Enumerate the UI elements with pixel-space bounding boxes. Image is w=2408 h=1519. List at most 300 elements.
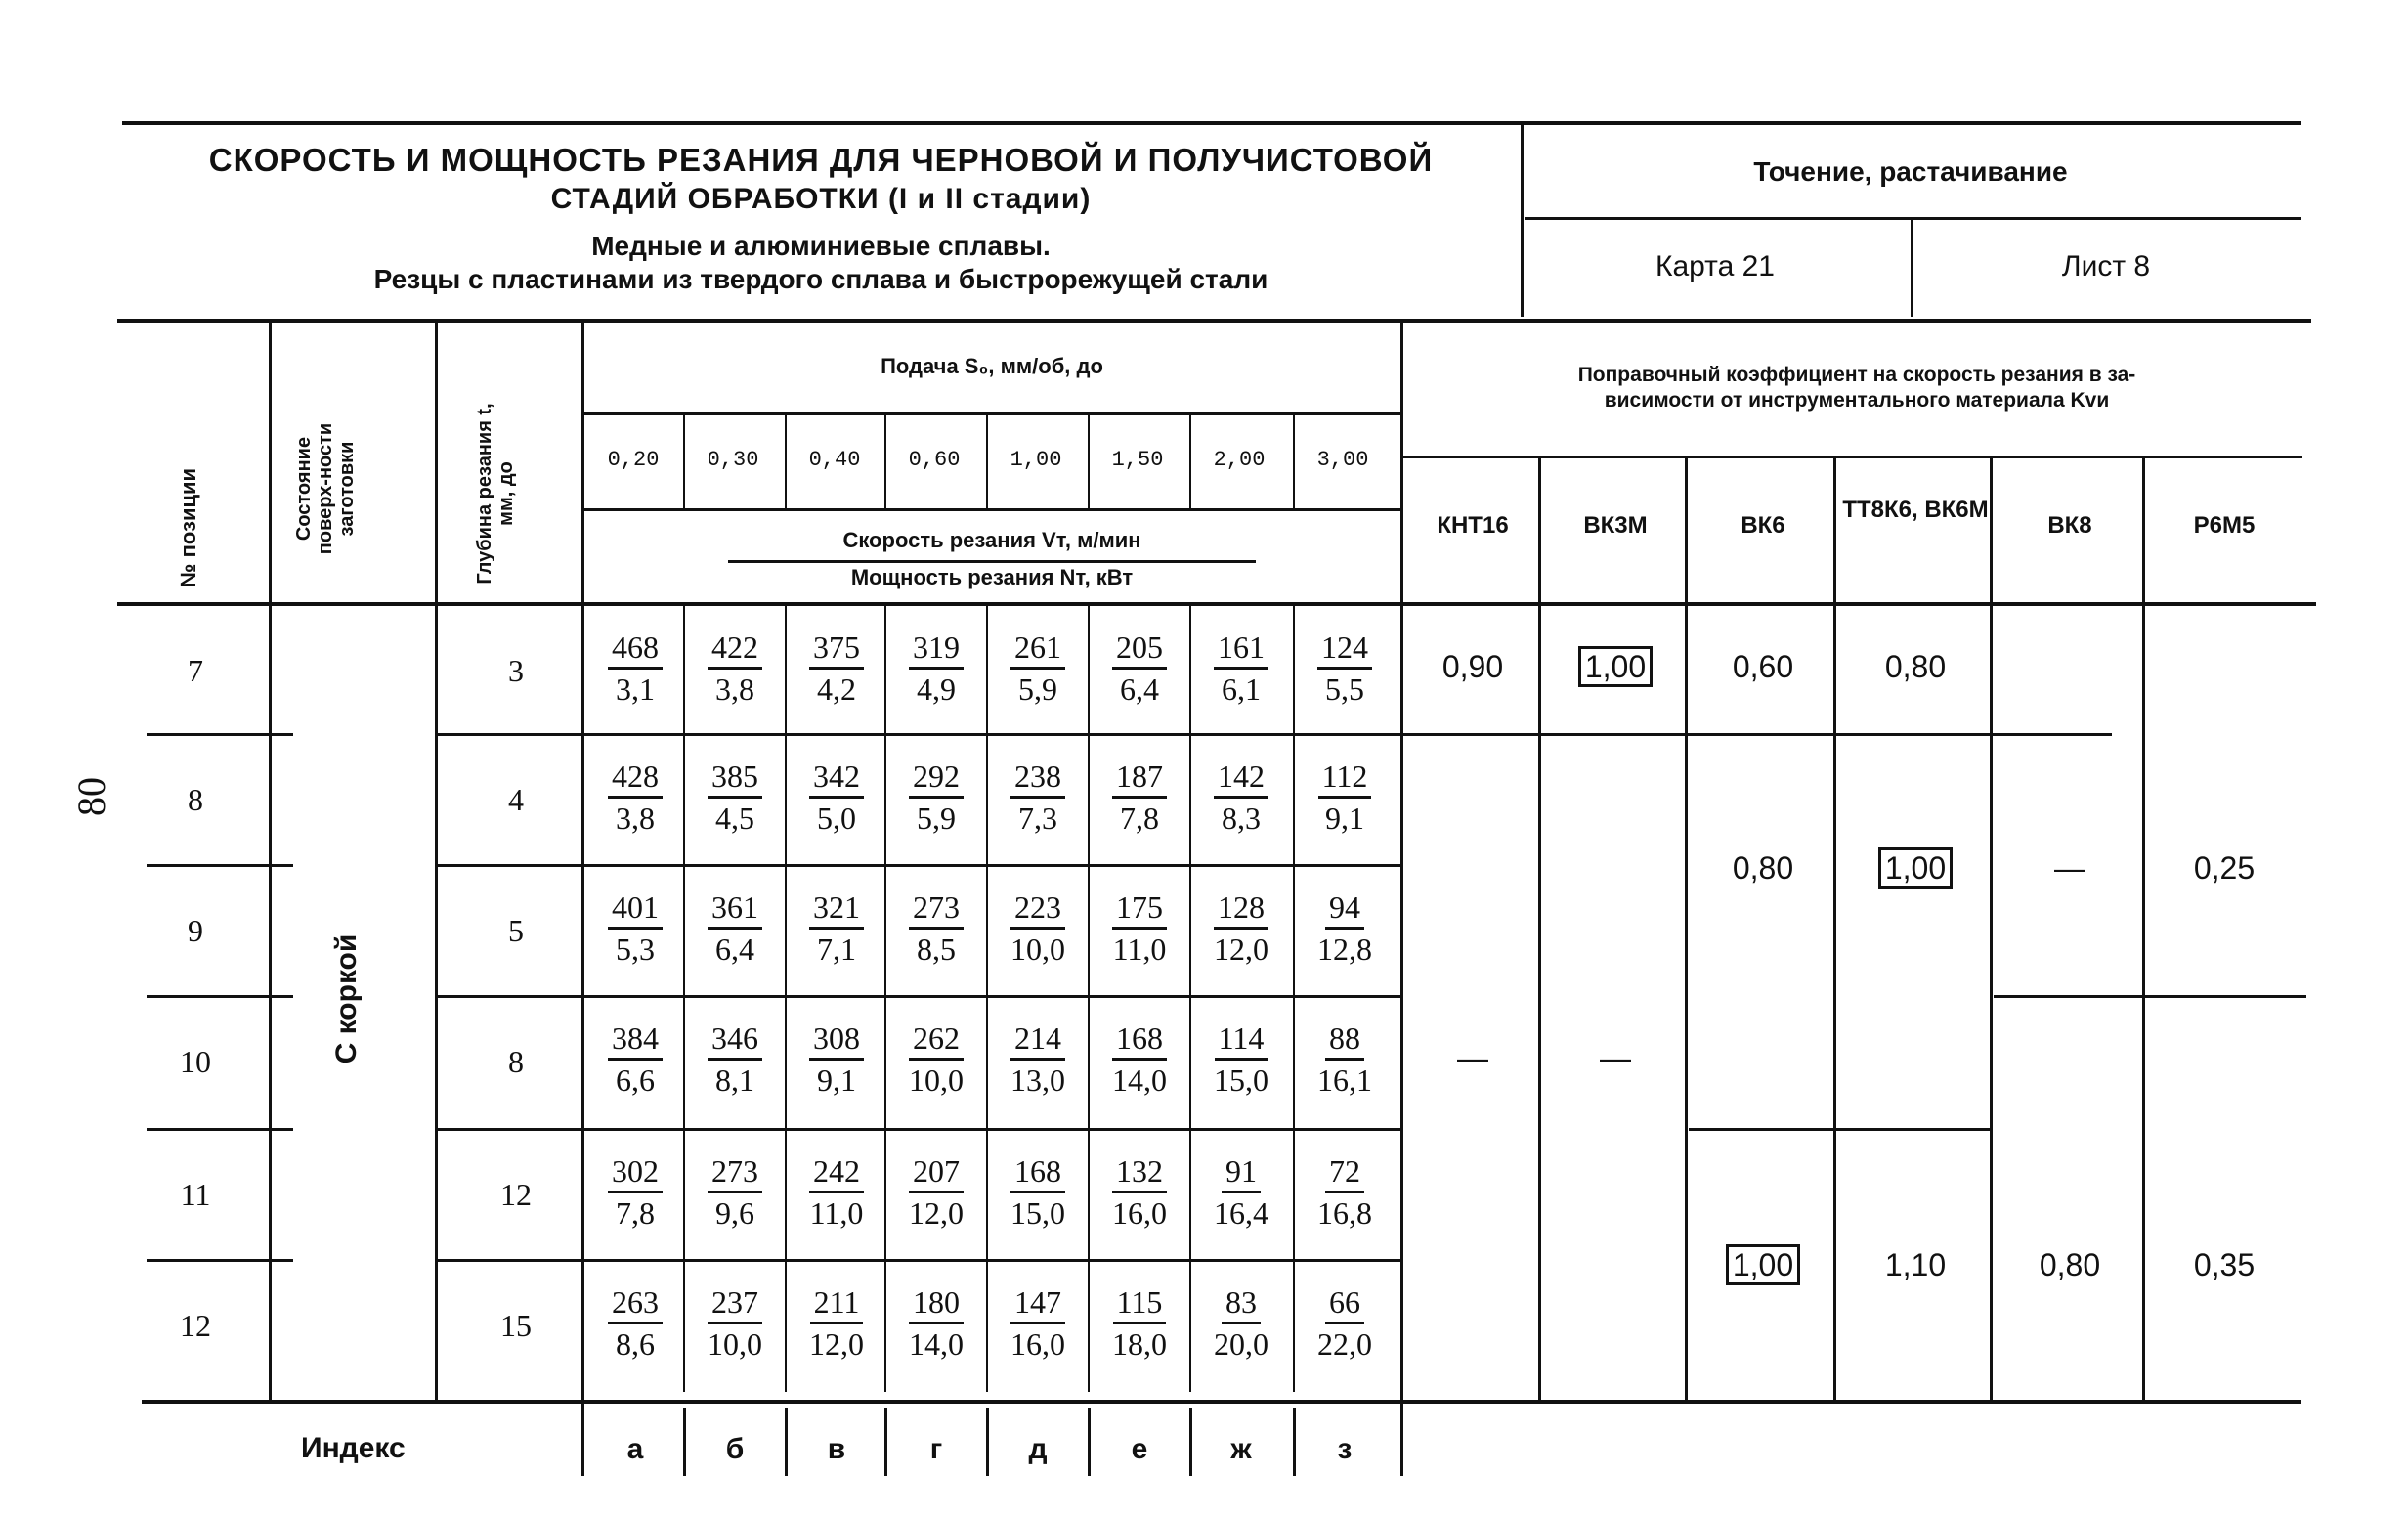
coef-cell <box>1689 649 1837 685</box>
material-label: ТТ8К6, ВК6М <box>1842 497 1989 523</box>
speed-value: 147 <box>1010 1284 1065 1324</box>
cell-divider <box>1293 606 1295 737</box>
feed-divider <box>1293 414 1295 510</box>
power-value: 7,8 <box>616 1195 655 1231</box>
speed-power-cell <box>1091 890 1188 967</box>
cell-divider <box>1189 1261 1191 1392</box>
cell-divider <box>1088 606 1090 737</box>
speed-value: 187 <box>1112 759 1167 799</box>
power-value: 3,8 <box>715 672 754 707</box>
speed-value: 128 <box>1214 890 1268 930</box>
speed-power-cell <box>989 629 1087 707</box>
speed-power-cell <box>989 1284 1087 1362</box>
coef-cell <box>1837 850 1994 887</box>
coef-value: 0,60 <box>1732 649 1794 684</box>
speed-value: 83 <box>1222 1284 1261 1324</box>
speed-value: 161 <box>1214 629 1268 670</box>
row-rule-values <box>435 995 1402 998</box>
speed-value: 242 <box>809 1153 864 1194</box>
index-letter: г <box>929 1433 943 1465</box>
speed-power-cell <box>1296 629 1394 707</box>
speed-value: 385 <box>708 759 762 799</box>
coef-value: 0,80 <box>2039 1247 2101 1282</box>
power-value: 22,0 <box>1317 1326 1372 1362</box>
coef-cell <box>1542 649 1689 685</box>
power-value: 10,0 <box>708 1326 762 1362</box>
row-rule-pos <box>147 995 293 998</box>
coef-rule-r7 <box>1403 733 2112 736</box>
card-sheet-divider <box>1911 219 1914 317</box>
cell-divider <box>1088 866 1090 997</box>
speed-power-cell <box>1192 1284 1290 1362</box>
speed-power-cell <box>1296 759 1394 836</box>
speed-power-cell <box>788 890 885 967</box>
coef-cell <box>1837 649 1994 685</box>
power-value: 12,8 <box>1317 932 1372 967</box>
power-value: 4,2 <box>817 672 856 707</box>
coef-rule-r10 <box>1994 995 2306 998</box>
table-bottom-rule <box>142 1400 2301 1404</box>
speed-value: 302 <box>608 1153 663 1194</box>
position-number: 7 <box>188 653 203 688</box>
row-rule-values <box>435 864 1402 867</box>
feed-title-rule <box>584 412 1400 415</box>
header-depth-text: Глубина резания t, мм, до <box>474 403 517 585</box>
feed-value: 1,00 <box>1010 448 1062 472</box>
header-bottom-rule <box>117 319 2311 323</box>
coef-cell <box>2146 1247 2302 1283</box>
feed-value: 1,50 <box>1111 448 1164 472</box>
material-divider <box>1538 457 1541 602</box>
col-line-depth <box>435 323 438 1403</box>
speed-power-cell <box>1091 1284 1188 1362</box>
cell-divider <box>986 1130 988 1261</box>
power-value: 3,1 <box>616 672 655 707</box>
power-value: 16,4 <box>1214 1195 1268 1231</box>
speed-value: 262 <box>909 1020 964 1061</box>
speed-power-cell <box>686 1284 784 1362</box>
speed-power-cell <box>686 759 784 836</box>
power-value: 9,1 <box>1325 801 1364 836</box>
speed-power-cell <box>1192 629 1290 707</box>
coef-title-line2: висимости от инструментального материала Kvи <box>1604 389 2110 412</box>
speed-value: 273 <box>909 890 964 930</box>
surface-value: С коркой <box>330 933 363 1064</box>
header-surface <box>293 401 358 577</box>
speed-power-cell <box>887 1020 985 1098</box>
cell-divider <box>1088 735 1090 866</box>
header-divider <box>1521 123 1524 317</box>
feed-value: 2,00 <box>1213 448 1266 472</box>
speed-power-cell <box>1296 890 1394 967</box>
speed-power-cell <box>1192 759 1290 836</box>
cell-divider <box>1189 735 1191 866</box>
cell-divider <box>986 866 988 997</box>
feed-divider <box>986 414 988 510</box>
sheet-label: Лист 8 <box>2061 250 2151 282</box>
material-divider <box>2142 457 2145 602</box>
col-line-surface <box>269 323 272 1403</box>
position-number: 10 <box>180 1044 211 1079</box>
cell-divider <box>884 1261 886 1392</box>
power-value: 11,0 <box>809 1195 864 1231</box>
speed-value: 237 <box>708 1284 762 1324</box>
coef-cell <box>1994 850 2146 887</box>
subtitle-line1: Медные и алюминиевые сплавы. <box>591 231 1051 261</box>
power-value: 13,0 <box>1010 1063 1065 1098</box>
header-depth <box>474 396 542 591</box>
speed-power-cell <box>887 1284 985 1362</box>
speed-power-cell <box>686 1020 784 1098</box>
power-value: 5,0 <box>817 801 856 836</box>
speed-power-cell <box>586 629 684 707</box>
feed-divider <box>785 414 787 510</box>
cell-divider <box>884 997 886 1128</box>
operation-label: Точение, растачивание <box>1753 156 2068 187</box>
power-label: Мощность резания Nт, кВт <box>850 565 1134 589</box>
speed-power-cell <box>586 1284 684 1362</box>
cell-divider <box>683 866 685 997</box>
power-value: 4,9 <box>917 672 956 707</box>
feed-divider <box>1088 414 1090 510</box>
col-line-coef <box>1400 323 1403 1476</box>
speed-value: 168 <box>1112 1020 1167 1061</box>
coef-value: 1,10 <box>1884 1247 1947 1282</box>
cell-divider <box>785 1261 787 1392</box>
coef-value: — <box>1457 1040 1488 1075</box>
feed-value: 3,00 <box>1316 448 1369 472</box>
col-line-feeds <box>581 323 584 1476</box>
card-label: Карта 21 <box>1656 250 1775 282</box>
depth-value: 5 <box>508 913 524 948</box>
power-value: 18,0 <box>1112 1326 1167 1362</box>
coef-cell <box>1837 1247 1994 1283</box>
feed-value: 0,40 <box>808 448 861 472</box>
index-divider <box>884 1408 887 1476</box>
speed-power-cell <box>586 759 684 836</box>
index-label: Индекс <box>301 1432 406 1464</box>
coef-divider <box>1685 606 1688 1400</box>
coef-value: 1,00 <box>1878 847 1953 889</box>
title-line1: СКОРОСТЬ И МОЩНОСТЬ РЕЗАНИЯ ДЛЯ ЧЕРНОВОЙ И ПОЛУЧИСТОВОЙ <box>208 142 1434 178</box>
cell-divider <box>1189 866 1191 997</box>
power-value: 16,8 <box>1317 1195 1372 1231</box>
speed-value: 342 <box>809 759 864 799</box>
speed-value: 214 <box>1010 1020 1065 1061</box>
power-value: 6,4 <box>715 932 754 967</box>
speed-value: 428 <box>608 759 663 799</box>
speed-value: 321 <box>809 890 864 930</box>
coef-rule-r11 <box>1689 1128 1992 1131</box>
material-label: Р6М5 <box>2193 512 2256 539</box>
speed-power-cell <box>1296 1153 1394 1231</box>
feed-divider <box>683 414 685 510</box>
power-value: 12,0 <box>809 1326 864 1362</box>
speed-value: 66 <box>1325 1284 1364 1324</box>
speed-value: 142 <box>1214 759 1268 799</box>
index-divider <box>1293 1408 1296 1476</box>
position-number: 9 <box>188 913 203 948</box>
power-value: 5,9 <box>1018 672 1057 707</box>
speed-label: Скорость резания Vт, м/мин <box>842 528 1141 552</box>
cell-divider <box>683 1261 685 1392</box>
speed-power-cell <box>788 1284 885 1362</box>
power-value: 9,6 <box>715 1195 754 1231</box>
row-rule-pos <box>147 1259 293 1262</box>
cell-divider <box>1293 1130 1295 1261</box>
cell-divider <box>884 866 886 997</box>
index-letter: з <box>1337 1433 1353 1465</box>
power-value: 12,0 <box>909 1195 964 1231</box>
cell-divider <box>785 997 787 1128</box>
cell-divider <box>1088 1261 1090 1392</box>
cell-divider <box>1189 606 1191 737</box>
index-divider <box>683 1408 686 1476</box>
depth-value: 8 <box>508 1044 524 1079</box>
material-label: ВК3М <box>1583 512 1648 539</box>
index-letter: ж <box>1230 1433 1252 1465</box>
speed-value: 273 <box>708 1153 762 1194</box>
row-rule-pos <box>147 1128 293 1131</box>
speed-power-cell <box>1091 629 1188 707</box>
feed-value: 0,60 <box>908 448 961 472</box>
speed-value: 238 <box>1010 759 1065 799</box>
coef-value: 0,80 <box>1732 850 1794 886</box>
cell-divider <box>884 606 886 737</box>
material-label: ВК8 <box>2047 512 2092 539</box>
power-value: 5,9 <box>917 801 956 836</box>
cell-divider <box>1293 1261 1295 1392</box>
cell-divider <box>785 866 787 997</box>
speed-value: 292 <box>909 759 964 799</box>
row-rule-pos <box>147 733 293 736</box>
power-value: 10,0 <box>1010 932 1065 967</box>
cell-divider <box>1189 997 1191 1128</box>
cell-divider <box>1293 735 1295 866</box>
feed-divider <box>884 414 886 510</box>
speed-value: 308 <box>809 1020 864 1061</box>
cell-divider <box>884 735 886 866</box>
speed-power-cell <box>887 629 985 707</box>
speed-power-cell <box>887 1153 985 1231</box>
material-divider <box>1685 457 1688 602</box>
cell-divider <box>1189 1130 1191 1261</box>
power-value: 6,6 <box>616 1063 655 1098</box>
depth-value: 4 <box>508 782 524 817</box>
speed-power-cell <box>1192 1020 1290 1098</box>
speed-value: 384 <box>608 1020 663 1061</box>
power-value: 14,0 <box>909 1326 964 1362</box>
power-value: 8,5 <box>917 932 956 967</box>
material-divider <box>1833 457 1836 602</box>
cell-divider <box>683 1130 685 1261</box>
speed-value: 180 <box>909 1284 964 1324</box>
speed-power-cell <box>586 890 684 967</box>
index-divider <box>986 1408 989 1476</box>
speed-power-cell <box>686 629 784 707</box>
speed-power-cell <box>788 629 885 707</box>
coef-value: 1,00 <box>1726 1244 1800 1285</box>
index-letter: в <box>827 1433 846 1465</box>
index-divider <box>785 1408 788 1476</box>
speed-power-cell <box>1091 759 1188 836</box>
speed-value: 401 <box>608 890 663 930</box>
speed-value: 261 <box>1010 629 1065 670</box>
speed-power-cell <box>788 759 885 836</box>
position-number: 8 <box>188 782 203 817</box>
speed-power-cell <box>788 1153 885 1231</box>
speed-value: 94 <box>1325 890 1364 930</box>
index-letter: д <box>1028 1433 1048 1465</box>
power-value: 6,4 <box>1120 672 1159 707</box>
row-rule-values <box>435 1128 1402 1131</box>
speed-power-rule <box>728 560 1256 563</box>
index-letter: б <box>725 1433 745 1465</box>
speed-value: 168 <box>1010 1153 1065 1194</box>
coef-value: — <box>1600 1040 1631 1075</box>
power-value: 16,0 <box>1010 1326 1065 1362</box>
speed-power-cell <box>989 759 1087 836</box>
coef-cell <box>1403 1040 1542 1076</box>
speed-value: 422 <box>708 629 762 670</box>
speed-power-cell <box>989 1020 1087 1098</box>
cell-divider <box>785 1130 787 1261</box>
row-rule-values <box>435 1259 1402 1262</box>
coef-divider <box>1538 606 1541 1400</box>
cell-divider <box>785 606 787 737</box>
cell-divider <box>986 997 988 1128</box>
speed-power-cell <box>586 1020 684 1098</box>
cell-divider <box>1088 1130 1090 1261</box>
power-value: 14,0 <box>1112 1063 1167 1098</box>
coef-cell <box>1689 1247 1837 1283</box>
coef-cell <box>1689 850 1837 887</box>
speed-power-cell <box>887 890 985 967</box>
coef-cell <box>1542 1040 1689 1076</box>
coef-cell <box>1403 649 1542 685</box>
power-value: 15,0 <box>1214 1063 1268 1098</box>
speed-value: 88 <box>1325 1020 1364 1061</box>
speed-power-cell <box>1296 1284 1394 1362</box>
index-divider <box>1088 1408 1091 1476</box>
row-rule-pos <box>147 864 293 867</box>
power-value: 5,3 <box>616 932 655 967</box>
coef-cell <box>1994 1247 2146 1283</box>
power-value: 9,1 <box>817 1063 856 1098</box>
coef-cell <box>2146 850 2302 887</box>
feed-value: 0,20 <box>607 448 660 472</box>
speed-value: 205 <box>1112 629 1167 670</box>
speed-power-cell <box>1192 1153 1290 1231</box>
position-number: 12 <box>180 1308 211 1343</box>
power-value: 3,8 <box>616 801 655 836</box>
power-value: 10,0 <box>909 1063 964 1098</box>
depth-value: 3 <box>508 653 524 688</box>
speed-power-cell <box>989 1153 1087 1231</box>
speed-value: 207 <box>909 1153 964 1194</box>
cell-divider <box>683 997 685 1128</box>
subtitle-line2: Резцы с пластинами из твердого сплава и быстрорежущей стали <box>373 264 1268 294</box>
header-surface-text: Состояние поверх-ности заготовки <box>293 422 358 555</box>
material-label: ВК6 <box>1741 512 1785 539</box>
cell-divider <box>986 606 988 737</box>
coef-value: 1,00 <box>1578 646 1653 687</box>
speed-value: 114 <box>1215 1020 1268 1061</box>
speed-value: 468 <box>608 629 663 670</box>
speed-value: 72 <box>1325 1153 1364 1194</box>
feed-values-rule <box>584 508 1400 511</box>
power-value: 8,6 <box>616 1326 655 1362</box>
coef-value: 0,25 <box>2193 850 2256 886</box>
depth-value: 15 <box>500 1308 532 1343</box>
cell-divider <box>986 1261 988 1392</box>
speed-power-cell <box>586 1153 684 1231</box>
cell-divider <box>986 735 988 866</box>
speed-value: 112 <box>1318 759 1372 799</box>
power-value: 16,1 <box>1317 1063 1372 1098</box>
speed-value: 175 <box>1112 890 1167 930</box>
power-value: 7,1 <box>817 932 856 967</box>
index-letter: е <box>1131 1433 1148 1465</box>
cell-divider <box>1293 997 1295 1128</box>
power-value: 7,8 <box>1120 801 1159 836</box>
power-value: 8,3 <box>1222 801 1261 836</box>
power-value: 12,0 <box>1214 932 1268 967</box>
material-divider <box>1990 457 1993 602</box>
speed-power-cell <box>989 890 1087 967</box>
power-value: 11,0 <box>1112 932 1167 967</box>
speed-value: 375 <box>809 629 864 670</box>
coef-title-line1: Поправочный коэффициент на скорость резания в за- <box>1577 364 2136 386</box>
coef-value: 0,35 <box>2193 1247 2256 1282</box>
speed-value: 346 <box>708 1020 762 1061</box>
cell-divider <box>683 606 685 737</box>
coef-value: 0,80 <box>1884 649 1947 684</box>
depth-value: 12 <box>500 1177 532 1212</box>
header-body-rule <box>117 602 2316 606</box>
cell-divider <box>1293 866 1295 997</box>
power-value: 15,0 <box>1010 1195 1065 1231</box>
power-value: 5,5 <box>1325 672 1364 707</box>
material-label: КНТ16 <box>1437 512 1509 539</box>
speed-value: 132 <box>1112 1153 1167 1194</box>
speed-power-cell <box>887 759 985 836</box>
position-number: 11 <box>180 1177 211 1212</box>
speed-value: 124 <box>1317 629 1372 670</box>
speed-power-cell <box>1091 1020 1188 1098</box>
feed-value: 0,30 <box>707 448 759 472</box>
feed-title: Подача S₀, мм/об, до <box>881 354 1103 378</box>
power-value: 20,0 <box>1214 1326 1268 1362</box>
speed-value: 211 <box>810 1284 864 1324</box>
speed-power-cell <box>686 890 784 967</box>
title-line2: СТАДИЙ ОБРАБОТКИ (I и II стадии) <box>550 183 1092 215</box>
power-value: 4,5 <box>715 801 754 836</box>
speed-power-cell <box>788 1020 885 1098</box>
feed-divider <box>1189 414 1191 510</box>
speed-power-cell <box>686 1153 784 1231</box>
speed-value: 319 <box>909 629 964 670</box>
row-rule-values <box>435 733 1402 736</box>
power-value: 7,3 <box>1018 801 1057 836</box>
cell-divider <box>884 1130 886 1261</box>
speed-value: 361 <box>708 890 762 930</box>
power-value: 8,1 <box>715 1063 754 1098</box>
top-rule <box>122 121 2301 125</box>
cell-divider <box>785 735 787 866</box>
speed-value: 263 <box>608 1284 663 1324</box>
power-value: 16,0 <box>1112 1195 1167 1231</box>
